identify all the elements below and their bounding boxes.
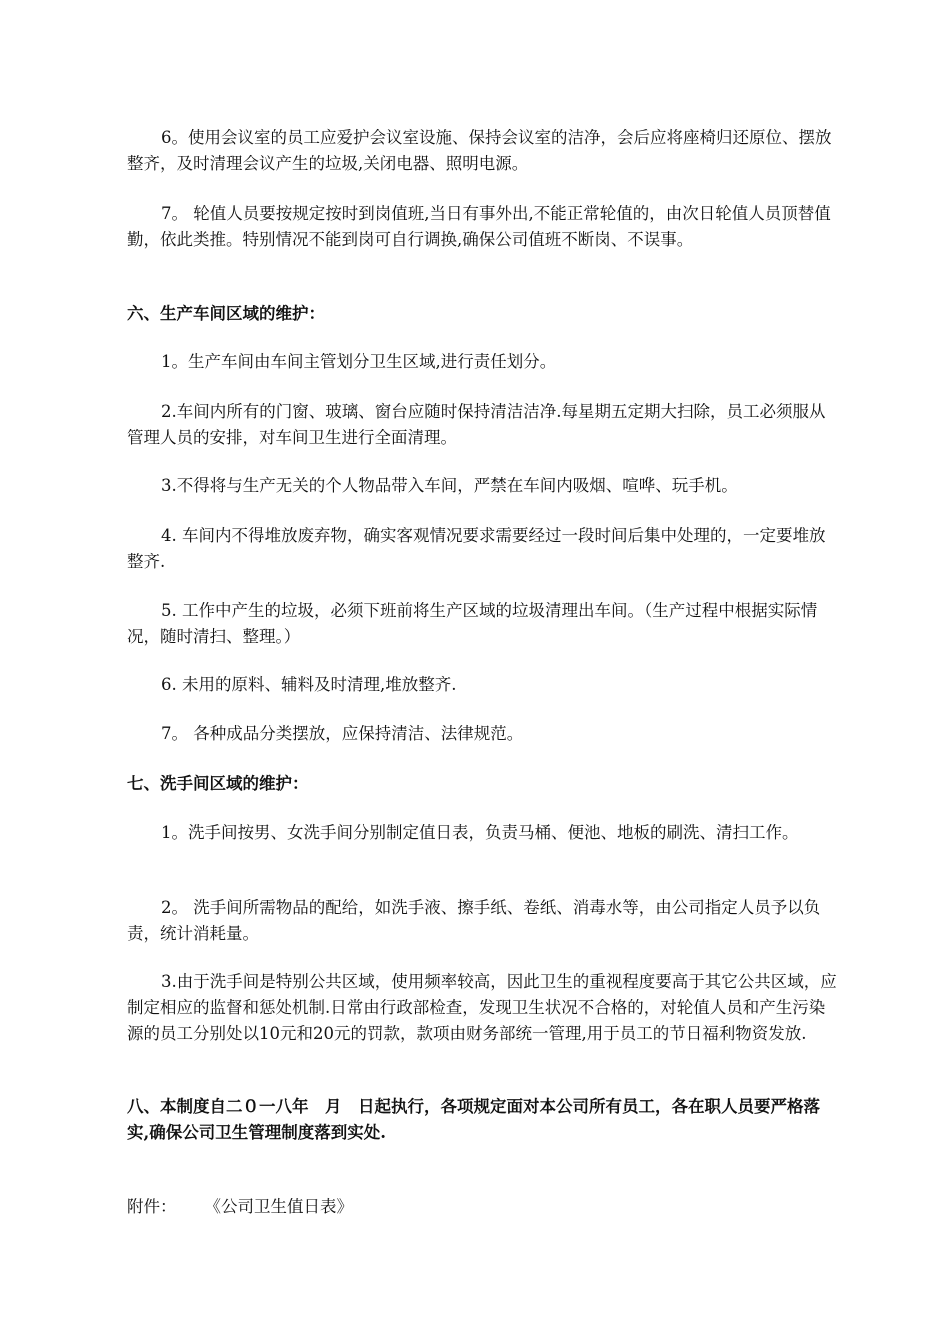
- attachment-title: 《公司卫生值日表》: [204, 1197, 353, 1216]
- workshop-rule-7: 7。 各种成品分类摆放，应保持清洁、法律规范。: [161, 724, 524, 743]
- section-7-heading: 七、洗手间区域的维护：: [127, 774, 309, 793]
- workshop-rule-1: 1。生产车间由车间主管划分卫生区域,进行责任划分。: [161, 352, 557, 371]
- section-8-effective-date: 八、本制度自二０一八年 月 日起执行，各项规定面对本公司所有员工，各在职人员要严格落实,确保公司卫生管理制度落到实处.: [127, 1097, 820, 1142]
- duty-rotation-rule-7: 7。 轮值人员要按规定按时到岗值班,当日有事外出,不能正常轮值的，由次日轮值人员顶替值勤，依此类推。特别情况不能到岗可自行调换,确保公司值班不断岗、不误事。: [127, 204, 831, 249]
- meeting-room-rule-6: 6。使用会议室的员工应爱护会议室设施、保持会议室的洁净，会后应将座椅归还原位、摆放整齐，及时清理会议产生的垃圾,关闭电器、照明电源。: [127, 128, 832, 173]
- workshop-rule-2: 2.车间内所有的门窗、玻璃、窗台应随时保持清洁洁净.每星期五定期大扫除，员工必须服从管理人员的安排，对车间卫生进行全面清理。: [127, 402, 826, 447]
- workshop-rule-4: 4. 车间内不得堆放废弃物，确实客观情况要求需要经过一段时间后集中处理的，一定要堆放整齐.: [127, 526, 826, 571]
- restroom-rule-2: 2。 洗手间所需物品的配给，如洗手液、擦手纸、卷纸、消毒水等，由公司指定人员予以负责，统计消耗量。: [127, 898, 821, 943]
- section-6-heading: 六、生产车间区域的维护：: [127, 304, 325, 323]
- workshop-rule-5: 5. 工作中产生的垃圾，必须下班前将生产区域的垃圾清理出车间。（生产过程中根据实际情况，随时清扫、整理。）: [127, 601, 818, 646]
- attachment-label: 附件：: [127, 1197, 177, 1216]
- restroom-rule-1: 1。洗手间按男、女洗手间分别制定值日表，负责马桶、便池、地板的刷洗、清扫工作。: [161, 823, 799, 842]
- restroom-rule-3: 3.由于洗手间是特别公共区域，使用频率较高，因此卫生的重视程度要高于其它公共区域，应制定相应的监督和惩处机制.日常由行政部检查，发现卫生状况不合格的，对轮值人员和产生污染源的员工分别处以10元和20元的罚款，款项由财务部统一管理,用于员工的节日福利物资发放.: [127, 972, 837, 1043]
- workshop-rule-6: 6. 未用的原料、辅料及时清理,堆放整齐.: [161, 675, 457, 694]
- attachment-line: [127, 1194, 353, 1220]
- workshop-rule-3: 3.不得将与生产无关的个人物品带入车间，严禁在车间内吸烟、喧哗、玩手机。: [161, 476, 738, 495]
